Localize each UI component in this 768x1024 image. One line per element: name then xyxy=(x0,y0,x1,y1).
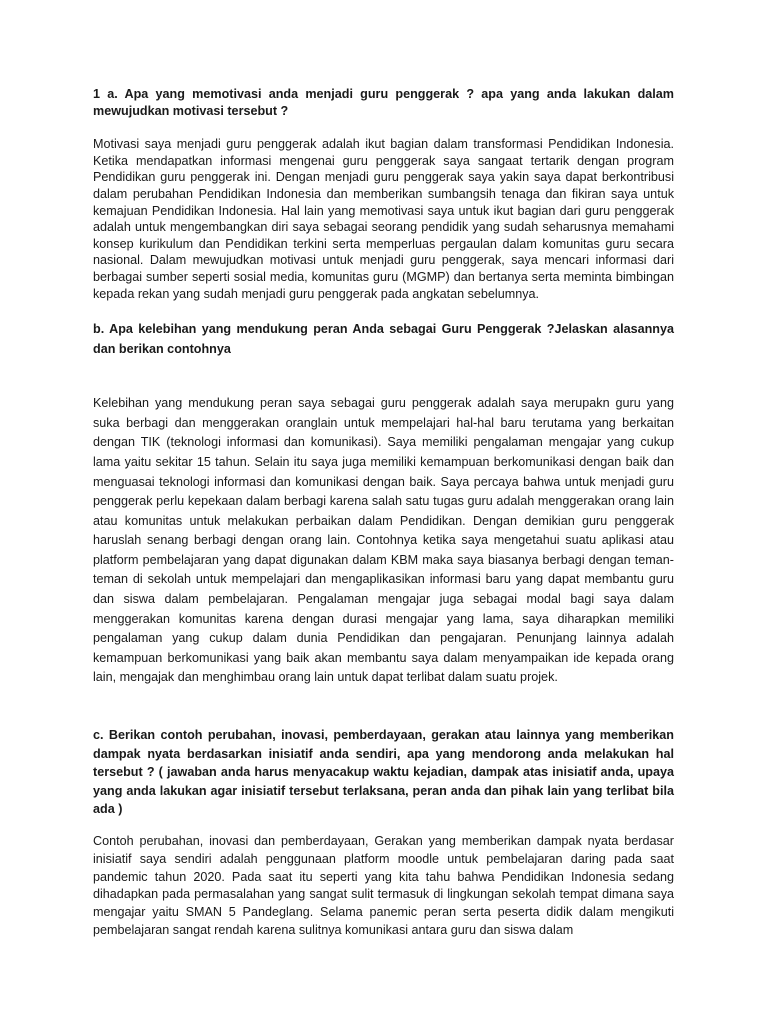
question-1a: 1 a. Apa yang memotivasi anda menjadi guru penggerak ? apa yang anda lakukan dalam mewujudkan motivasi tersebut ? xyxy=(93,87,674,118)
answer-1a: Motivasi saya menjadi guru penggerak adalah ikut bagian dalam transformasi Pendidikan Indonesia. Ketika mendapatkan informasi mengenai guru penggerak saya sangaat tertarik dengan program Pendidikan guru penggerak ini. Dengan menjadi guru penggerak saya yakin saya dapat berkontribusi dalam perubahan Pendidikan Indonesia dan memberikan sumbangsih tenaga dan fikiran saya untuk kemajuan Pendidikan Indonesia. Hal lain yang memotivasi saya untuk ikut bagian dari guru penggerak adalah untuk mengembangkan diri saya sebagai seorang pendidik yang sudah seharusnya memahami konsep kurikulum dan Pendidikan terkini serta memperluas pergaulan dalam komunitas guru secara nasional. Dalam mewujudkan motivasi untuk menjadi guru penggerak, saya mencari informasi dari berbagai sumber seperti sosial media, komunitas guru (MGMP) dan bertanya serta meminta bimbingan kepada rekan yang sudah menjadi guru penggerak pada angkatan sebelumnya. xyxy=(93,137,674,301)
question-c: c. Berikan contoh perubahan, inovasi, pemberdayaan, gerakan atau lainnya yang memberikan dampak nyata berdasarkan inisiatif anda sendiri, apa yang mendorong anda melakukan hal tersebut ? ( jawaban anda harus menyacakup waktu kejadian, dampak atas inisiatif anda, upaya yang anda lakukan agar inisiatif tersebut terlaksana, peran anda dan pihak lain yang terlibat bila ada ) xyxy=(93,728,674,817)
answer-c: Contoh perubahan, inovasi dan pemberdayaan, Gerakan yang memberikan dampak nyata berdasar inisiatif saya sendiri adalah penggunaan platform moodle untuk pembelajaran daring pada saat pandemic tahun 2020. Pada saat itu seperti yang kita tahu bahwa Pendidikan Indonesia sedang dihadapkan pada permasalahan yang sangat sulit termasuk di lingkungan sekolah tempat dimana saya mengajar yaitu SMAN 5 Pandeglang. Selama panemic peran serta peserta didik dalam mengikuti pembelajaran sangat rendah karena sulitnya komunikasi antara guru dan siswa dalam xyxy=(93,834,674,937)
answer-b: Kelebihan yang mendukung peran saya sebagai guru penggerak adalah saya merupakn guru yang suka berbagi dan menggerakan oranglain untuk mempelajari hal-hal baru terutama yang berkaitan dengan TIK (teknologi informasi dan komunikasi). Saya memiliki pengalaman mengajar yang cukup lama yaitu sekitar 15 tahun. Selain itu saya juga memiliki kemampuan berkomunikasi dengan baik dan menguasai teknologi informasi dan komunikasi dengan baik. Saya percaya bahwa untuk menjadi guru penggerak perlu kepekaan dalam berbagi karena salah satu tugas guru adalah menggerakan orang lain atau komunitas untuk melakukan perbaikan dalam Pendidikan. Dengan demikian guru penggerak haruslah senang berbagi dengan orang lain. Contohnya ketika saya mengetahui suatu aplikasi atau platform pembelajaran yang dapat digunakan dalam KBM maka saya biasanya berbagi dengan teman-teman di sekolah untuk mempelajari dan mengaplikasikan informasi baru yang dapat membantu guru dan siswa dalam pembelajaran. Pengalaman mengajar juga sebagai modal bagi saya dalam menggerakan komunitas karena dengan durasi mengajar yang lama, saya diharapkan memiliki pengalaman yang cukup dalam dunia Pendidikan dan pengajaran. Penunjang lainnya adalah kemampuan berkomunikasi yang baik akan membantu saya dalam menyampaikan ide kepada orang lain, mengajak dan menghimbau orang lain untuk dapat terlibat dalam suatu projek. xyxy=(93,396,674,685)
question-b: b. Apa kelebihan yang mendukung peran Anda sebagai Guru Penggerak ?Jelaskan alasannya dan berikan contohnya xyxy=(93,322,674,357)
document-page xyxy=(93,86,674,940)
